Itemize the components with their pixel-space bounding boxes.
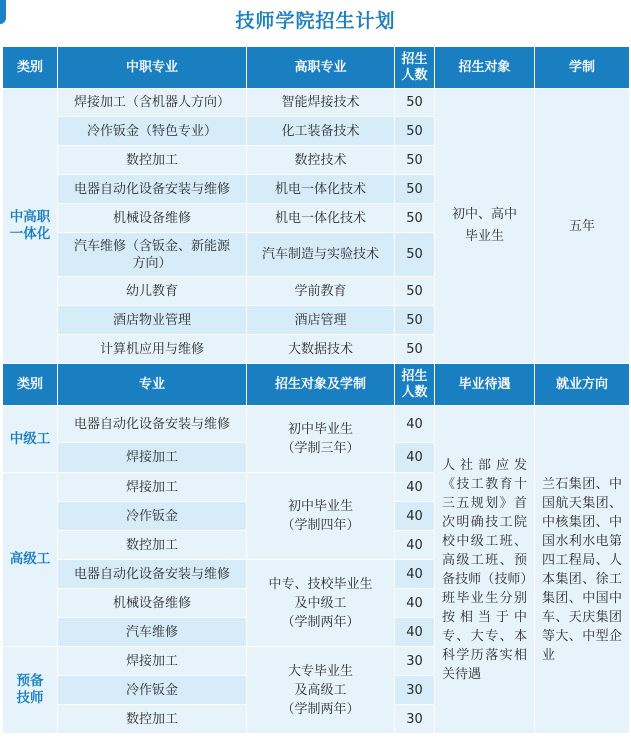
gaozhi-major-cell: 汽车制造与实验技术 [247,233,395,277]
gaozhi-major-cell: 学前教育 [247,277,395,306]
target-line: 大专毕业生 [287,663,353,679]
page-title: 技师学院招生计划 [235,10,396,32]
count-cell: 30 [395,676,435,705]
zhongzhi-major-cell: 酒店物业管理 [58,306,247,335]
major-cell: 冷作钣金 [58,676,247,705]
count-cell: 30 [395,705,435,734]
count-cell: 50 [395,277,435,306]
duration-line: （学制两年） [281,701,360,717]
count-cell: 40 [395,473,435,502]
target-line: 初中毕业生 [287,422,353,437]
count-cell: 50 [395,146,435,175]
major-cell: 数控加工 [58,705,247,734]
count-cell: 40 [395,589,435,618]
count-cell: 40 [395,502,435,531]
target-text: 初中、高中毕业生 [451,207,517,244]
count-cell: 50 [395,335,435,364]
target-line: 及高级工 [294,682,347,698]
count-cell: 50 [395,175,435,204]
gaozhi-major-cell: 大数据技术 [247,335,395,364]
employment-cell: 兰石集团、中国航天集团、中核集团、中国水利水电第四工程局、人本集团、徐工集团、中国中车、天庆集团等大、中型企业 [535,406,630,734]
title-bar [0,0,631,40]
gaozhi-major-cell: 酒店管理 [247,306,395,335]
header-gaozhi-major: 高职专业 [247,47,395,89]
header-target-duration: 招生对象及学制 [247,364,395,406]
header-zhongzhi-major: 中职专业 [58,47,247,89]
zhongzhi-major-cell: 计算机应用与维修 [58,335,247,364]
major-cell: 机械设备维修 [58,589,247,618]
duration-line: （学制三年） [281,441,360,456]
duration-cell: 五年 [535,89,630,364]
header-target: 招生对象 [435,47,535,89]
section1-header-row [3,47,630,89]
header-enrollment-count: 招生人数 [395,47,435,89]
duration-line: （学制四年） [281,518,360,533]
major-cell: 数控加工 [58,531,247,560]
zhongzhi-major-cell: 焊接加工（含机器人方向） [58,89,247,117]
category-cell: 中级工 [3,406,58,473]
count-cell: 40 [395,443,435,473]
target-duration-cell [247,560,395,647]
header-category: 类别 [3,47,58,89]
count-cell: 50 [395,306,435,335]
section2-header-row [3,364,630,406]
target-cell [435,89,535,364]
enrollment-table [2,46,630,734]
header-enrollment-count: 招生人数 [395,364,435,406]
header-treatment: 毕业待遇 [435,364,535,406]
category-cell [3,647,58,734]
category-label: 中高职一体化 [9,209,51,242]
category-cell: 高级工 [3,473,58,647]
gaozhi-major-cell: 机电一体化技术 [247,175,395,204]
table-row [3,89,630,117]
major-cell: 焊接加工 [58,473,247,502]
header-employment: 就业方向 [535,364,630,406]
duration-line: （学制两年） [281,614,360,630]
gaozhi-major-cell: 机电一体化技术 [247,204,395,233]
count-cell: 50 [395,117,435,146]
gaozhi-major-cell: 数控技术 [247,146,395,175]
count-cell: 40 [395,531,435,560]
count-cell: 40 [395,406,435,443]
major-cell: 冷作钣金 [58,502,247,531]
target-duration-cell [247,647,395,734]
target-line: 初中毕业生 [287,499,353,514]
count-cell: 50 [395,204,435,233]
major-cell: 电器自动化设备安装与维修 [58,560,247,589]
zhongzhi-major-cell [58,233,247,277]
table-row [3,406,630,443]
zhongzhi-major-text: 汽车维修（含钣金、新能源方向） [73,238,230,271]
target-duration-cell [247,406,395,473]
target-duration-cell [247,473,395,560]
gaozhi-major-cell: 化工装备技术 [247,117,395,146]
zhongzhi-major-cell: 数控加工 [58,146,247,175]
zhongzhi-major-cell: 电器自动化设备安装与维修 [58,175,247,204]
count-cell: 50 [395,89,435,117]
major-cell: 焊接加工 [58,443,247,473]
category-label: 预备技师 [16,673,44,706]
zhongzhi-major-cell: 幼儿教育 [58,277,247,306]
count-cell: 50 [395,233,435,277]
zhongzhi-major-cell: 冷作钣金（特色专业） [58,117,247,146]
count-cell: 30 [395,647,435,676]
major-cell: 焊接加工 [58,647,247,676]
major-cell: 汽车维修 [58,618,247,647]
count-cell: 40 [395,560,435,589]
target-line: 及中级工 [294,595,347,611]
header-duration: 学制 [535,47,630,89]
gaozhi-major-cell: 智能焊接技术 [247,89,395,117]
header-major: 专业 [58,364,247,406]
treatment-cell: 人社部应发《技工教育十三五规划》首次明确技工院校中级工班、高级工班、预备技师（技师）班毕业生分别按相当于中专、大专、本科学历落实相关待遇 [435,406,535,734]
zhongzhi-major-cell: 机械设备维修 [58,204,247,233]
count-cell: 40 [395,618,435,647]
target-line: 中专、技校毕业生 [268,576,373,592]
category-cell [3,89,58,364]
header-category: 类别 [3,364,58,406]
major-cell: 电器自动化设备安装与维修 [58,406,247,443]
